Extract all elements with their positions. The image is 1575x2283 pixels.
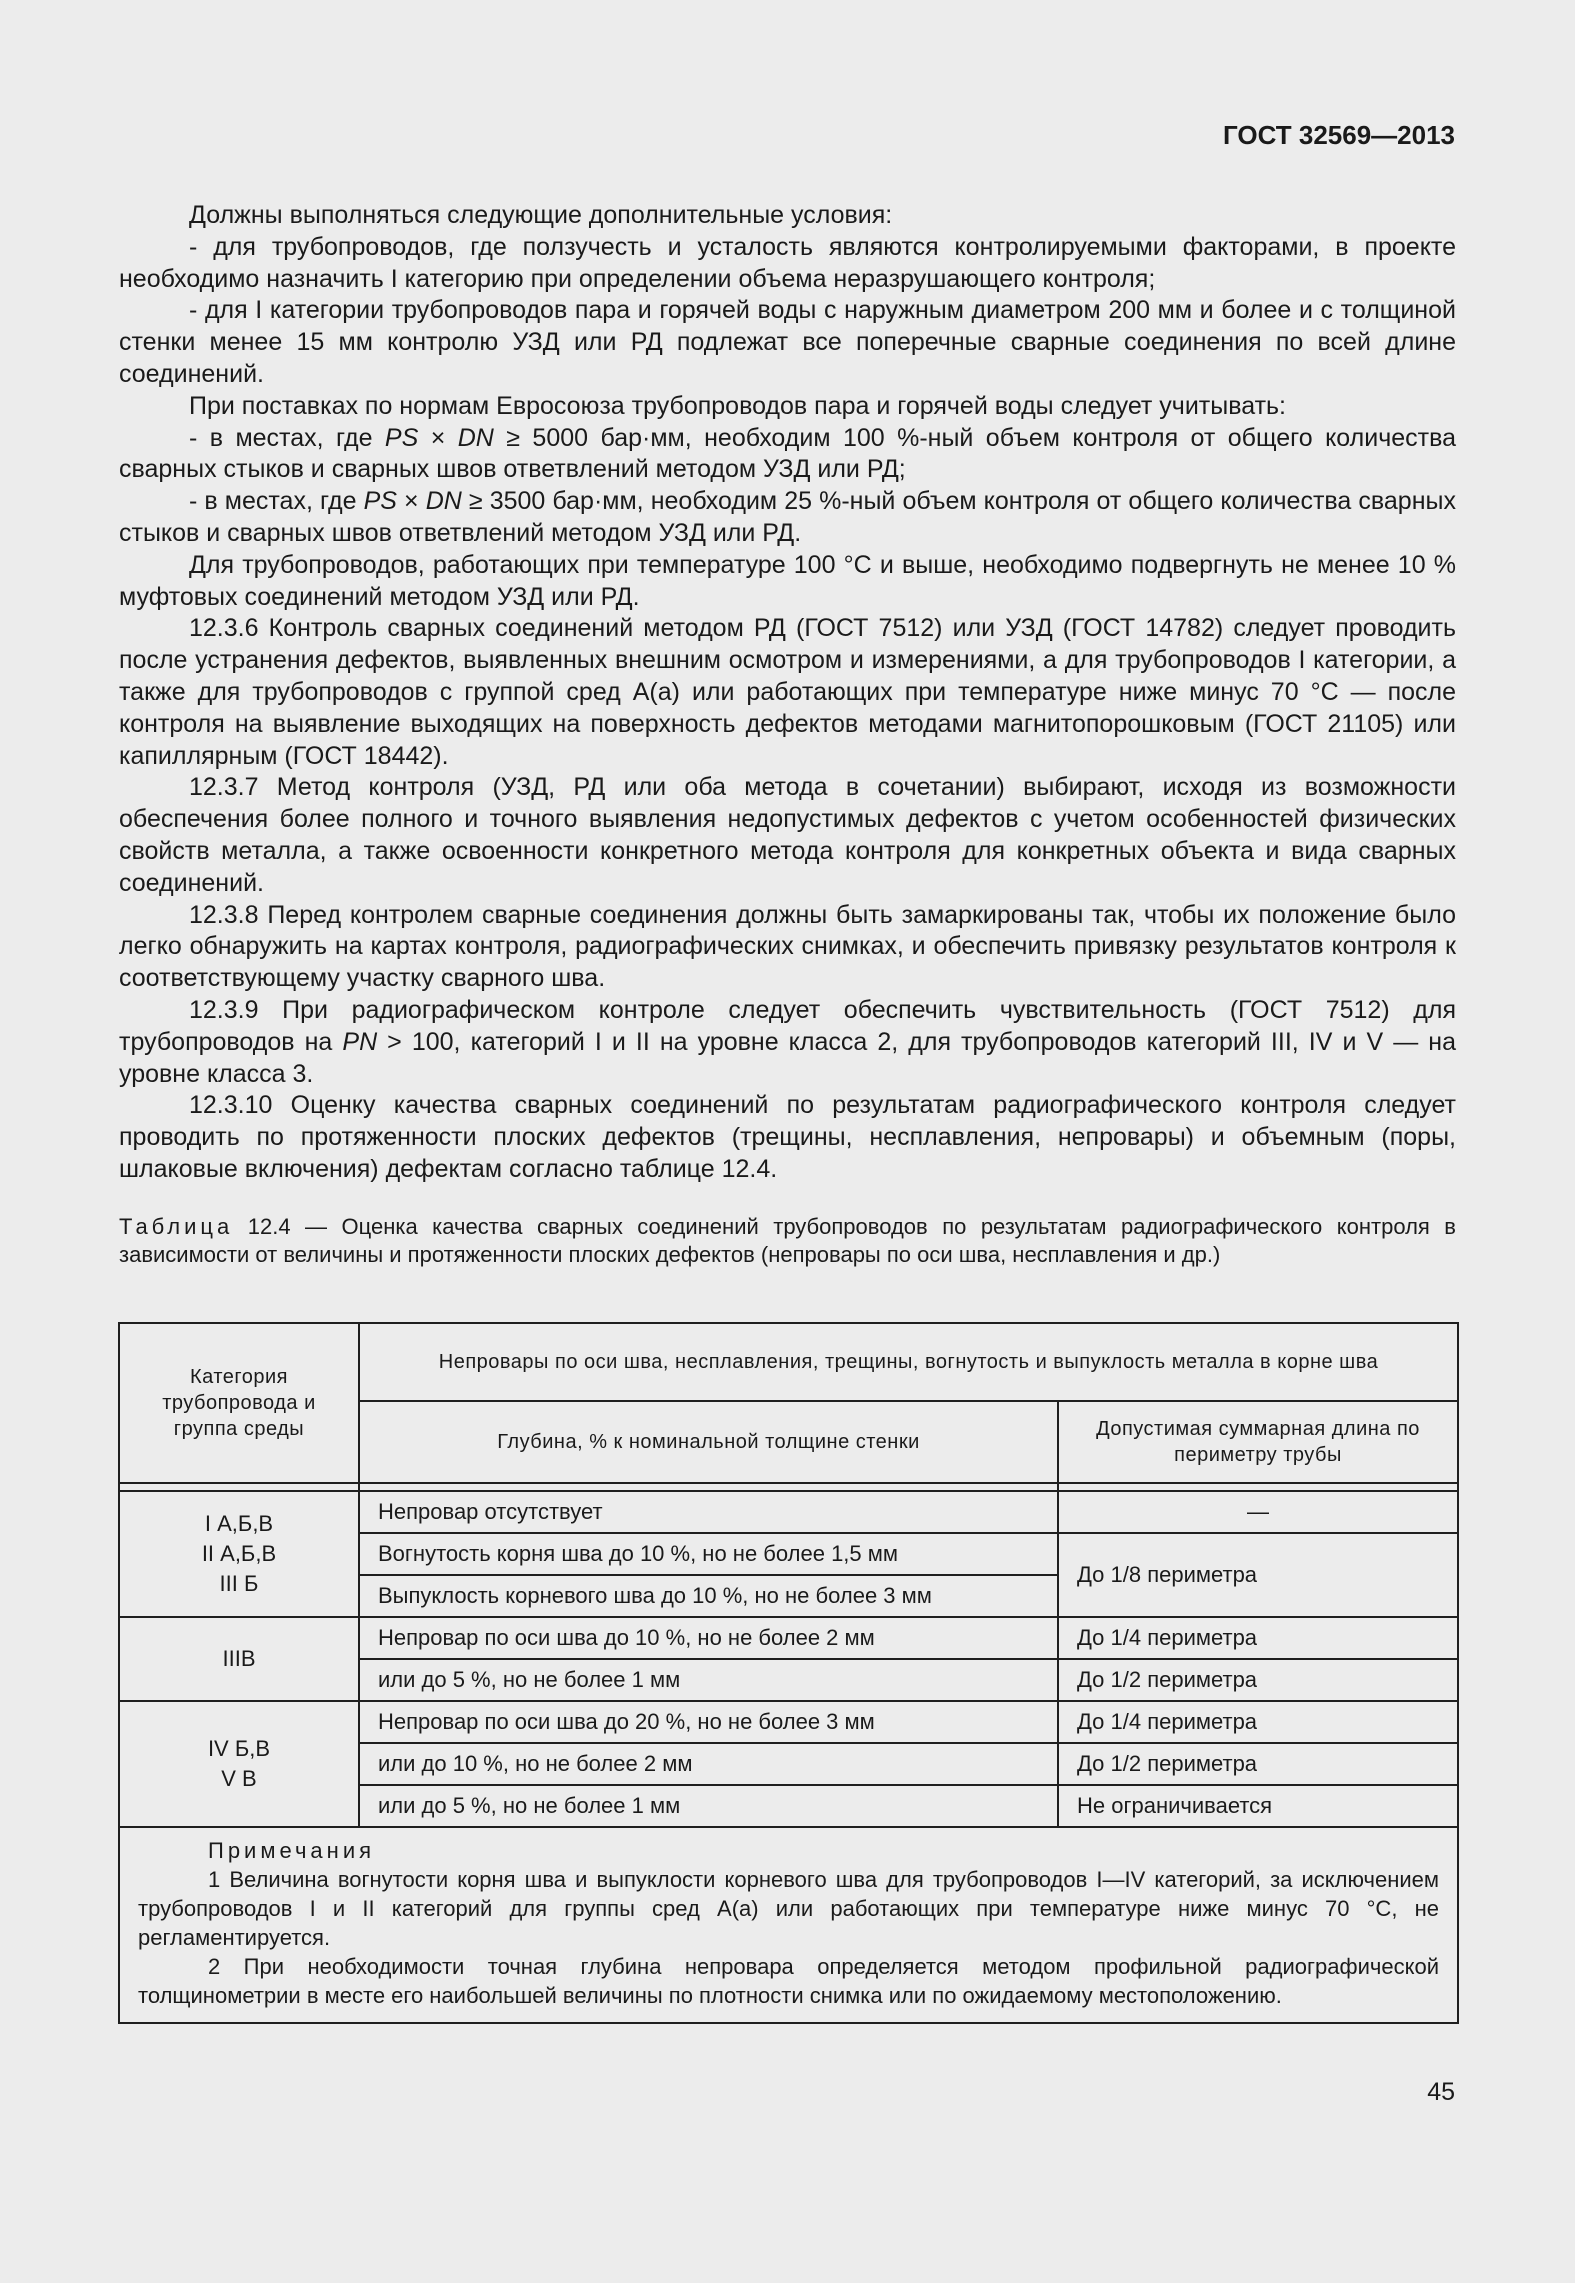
paragraph: Для трубопроводов, работающих при температуре 100 °C и выше, необходимо подвергнуть не менее 10 % муфтовых соединений методом УЗД или РД. bbox=[119, 550, 1456, 611]
note: 1 Величина вогнутости корня шва и выпуклости корневого шва для трубопроводов I—IV категорий, за исключением трубопроводов I и II категорий для группы сред А(а) или работающих при температуре ниже минус 70 °C, не регламентируется. bbox=[138, 1867, 1439, 1950]
notes-row bbox=[119, 1827, 1458, 2023]
paragraph: 12.3.7 Метод контроля (УЗД, РД или оба метода в сочетании) выбирают, исходя из возможности обеспечения более полного и точного выявления недопустимых дефектов с учетом особенностей физических свойств металла, а также освоенности конкретного метода контроля для конкретных объекта и вида сварных соединений. bbox=[119, 773, 1456, 897]
paragraph: 12.3.8 Перед контролем сварные соединения должны быть замаркированы так, чтобы их положение было легко обнаружить на картах контроля, радиографических снимках, и обеспечить привязку результатов контроля к соответствующему участку сварного шва. bbox=[119, 900, 1456, 993]
body-text bbox=[119, 200, 1456, 1186]
depth-cell: Непровар по оси шва до 10 %, но не более 2 мм bbox=[359, 1617, 1058, 1659]
depth-cell: Непровар по оси шва до 20 %, но не более 3 мм bbox=[359, 1701, 1058, 1743]
depth-cell: Выпуклость корневого шва до 10 %, но не более 3 мм bbox=[359, 1575, 1058, 1617]
document-id: ГОСТ 32569—2013 bbox=[1223, 120, 1455, 150]
length-cell: До 1/2 периметра bbox=[1058, 1659, 1458, 1701]
caption-text: 12.4 — Оценка качества сварных соединений трубопроводов по результатам радиографического контроля в зависимости от величины и протяженности плоских дефектов (непровары по оси шва, несплавления и др.) bbox=[119, 1214, 1456, 1267]
category-cell: I А,Б,В II А,Б,В III Б bbox=[119, 1491, 359, 1617]
header-length: Допустимая суммарная длина по периметру трубы bbox=[1058, 1401, 1458, 1483]
length-cell: — bbox=[1058, 1491, 1458, 1533]
length-cell: Не ограничивается bbox=[1058, 1785, 1458, 1827]
paragraph: При поставках по нормам Евросоюза трубопроводов пара и горячей воды следует учитывать: bbox=[189, 391, 1286, 420]
paragraph: Должны выполняться следующие дополнительные условия: bbox=[189, 201, 893, 229]
page-number: 45 bbox=[1427, 2078, 1455, 2106]
table-row bbox=[119, 1617, 1458, 1659]
table-row bbox=[119, 1491, 1458, 1533]
paragraph: 12.3.6 Контроль сварных соединений методом РД (ГОСТ 7512) или УЗД (ГОСТ 14782) следует проводить после устранения дефектов, выявленных внешним осмотром и измерениями, а для трубопроводов I категории, а также для трубопроводов с группой сред А(а) или работающих при температуре ниже минус 70 °C — после контроля на выявление выходящих на поверхность дефектов методами магнитопорошковым (ГОСТ 21105) или капиллярным (ГОСТ 18442). bbox=[119, 614, 1456, 770]
paragraph: - для I категории трубопроводов пара и горячей воды с наружным диаметром 200 мм и более и с толщиной стенки менее 15 мм контролю УЗД или РД подлежат все поперечные сварные соединения по всей длине соединений. bbox=[119, 296, 1456, 388]
paragraph: - в местах, где PS × DN ≥ 3500 бар·мм, необходим 25 %-ный объем контроля от общего количества сварных стыков и сварных швов ответвлений методом УЗД или РД. bbox=[119, 487, 1456, 547]
length-cell: До 1/8 периметра bbox=[1058, 1533, 1458, 1617]
paragraph: - в местах, где PS × DN ≥ 5000 бар·мм, необходим 100 %-ный объем контроля от общего количества сварных стыков и сварных швов ответвлений методом УЗД или РД; bbox=[119, 423, 1456, 484]
header-defects: Непровары по оси шва, несплавления, трещины, вогнутость и выпуклость металла в корне шва bbox=[359, 1323, 1458, 1401]
category-cell: IV Б,В V В bbox=[119, 1701, 359, 1827]
table-caption bbox=[119, 1213, 1456, 1268]
depth-cell: Вогнутость корня шва до 10 %, но не более 1,5 мм bbox=[359, 1533, 1058, 1575]
header-category: Категория трубопровода и группа среды bbox=[119, 1323, 359, 1483]
notes-cell bbox=[119, 1827, 1458, 2023]
caption-label: Таблица bbox=[119, 1214, 234, 1239]
header-separator bbox=[119, 1483, 1458, 1491]
table-row bbox=[119, 1701, 1458, 1743]
category-cell: IIIВ bbox=[119, 1617, 359, 1701]
length-cell: До 1/4 периметра bbox=[1058, 1617, 1458, 1659]
depth-cell: или до 5 %, но не более 1 мм bbox=[359, 1785, 1058, 1827]
depth-cell: или до 5 %, но не более 1 мм bbox=[359, 1659, 1058, 1701]
length-cell: До 1/4 периметра bbox=[1058, 1701, 1458, 1743]
paragraph: 12.3.9 При радиографическом контроле следует обеспечить чувствительность (ГОСТ 7512) для трубопроводов на PN > 100, категорий I и II на уровне класса 2, для трубопроводов категорий III, IV и V — на уровне класса 3. bbox=[119, 995, 1456, 1088]
paragraph: - для трубопроводов, где ползучесть и усталость являются контролируемыми факторами, в проекте необходимо назначить I категорию при определении объема неразрушающего контроля; bbox=[119, 232, 1456, 293]
depth-cell: или до 10 %, но не более 2 мм bbox=[359, 1743, 1058, 1785]
depth-cell: Непровар отсутствует bbox=[359, 1491, 1058, 1533]
header-depth: Глубина, % к номинальной толщине стенки bbox=[359, 1401, 1058, 1483]
length-cell: До 1/2 периметра bbox=[1058, 1743, 1458, 1785]
note: 2 При необходимости точная глубина непровара определяется методом профильной радиографической толщинометрии в месте его наибольшей величины по плотности снимка или по ожидаемому местоположению. bbox=[138, 1954, 1439, 2008]
paragraph: 12.3.10 Оценку качества сварных соединений по результатам радиографического контроля следует проводить по протяженности плоских дефектов (трещины, несплавления, непровары) и объемным (поры, шлаковые включения) дефектам согласно таблице 12.4. bbox=[119, 1091, 1456, 1183]
notes-title: Примечания bbox=[208, 1838, 376, 1863]
defects-table bbox=[118, 1322, 1459, 2024]
